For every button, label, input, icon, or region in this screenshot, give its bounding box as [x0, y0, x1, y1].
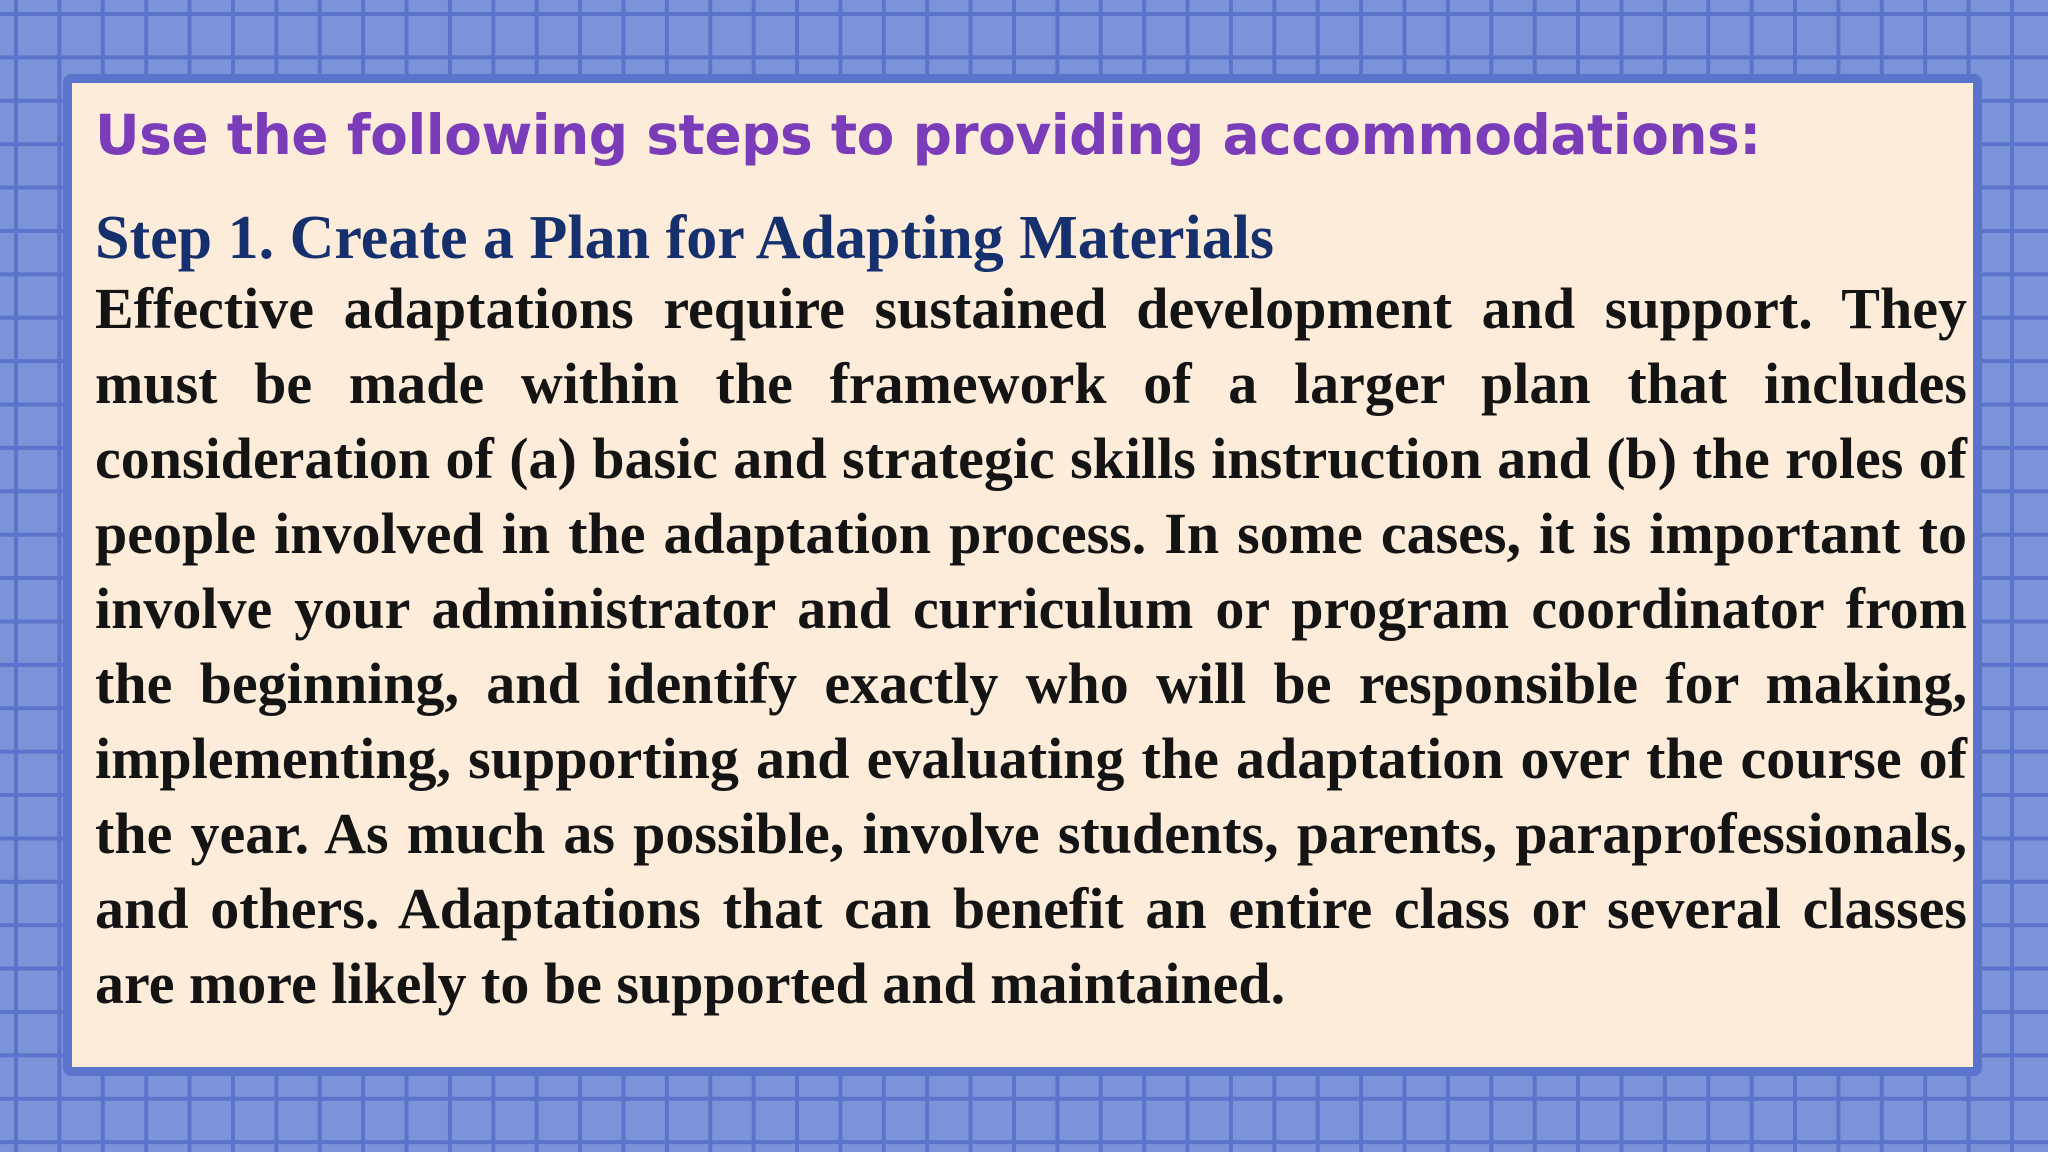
step-title: Step 1. Create a Plan for Adapting Materials — [95, 204, 1275, 272]
slide-card — [63, 74, 1982, 1076]
step-body-paragraph: Effective adaptations require sustained development and support. They must be made within the framework of a larger plan that includes consideration of (a) basic and strategic skills instruction and (b) the roles of people involved in the adaptation process. In some cases, it is important to involve your administrator and curriculum or program coordinator from the beginning, and identify exactly who will be responsible for making, implementing, supporting and evaluating the adaptation over the course of the year. As much as possible, involve students, parents, paraprofessionals, and others. Adaptations that can benefit an entire class or several classes are more likely to be supported and maintained. — [95, 276, 1967, 1016]
slide-heading: Use the following steps to providing accommodations: — [95, 103, 1761, 167]
